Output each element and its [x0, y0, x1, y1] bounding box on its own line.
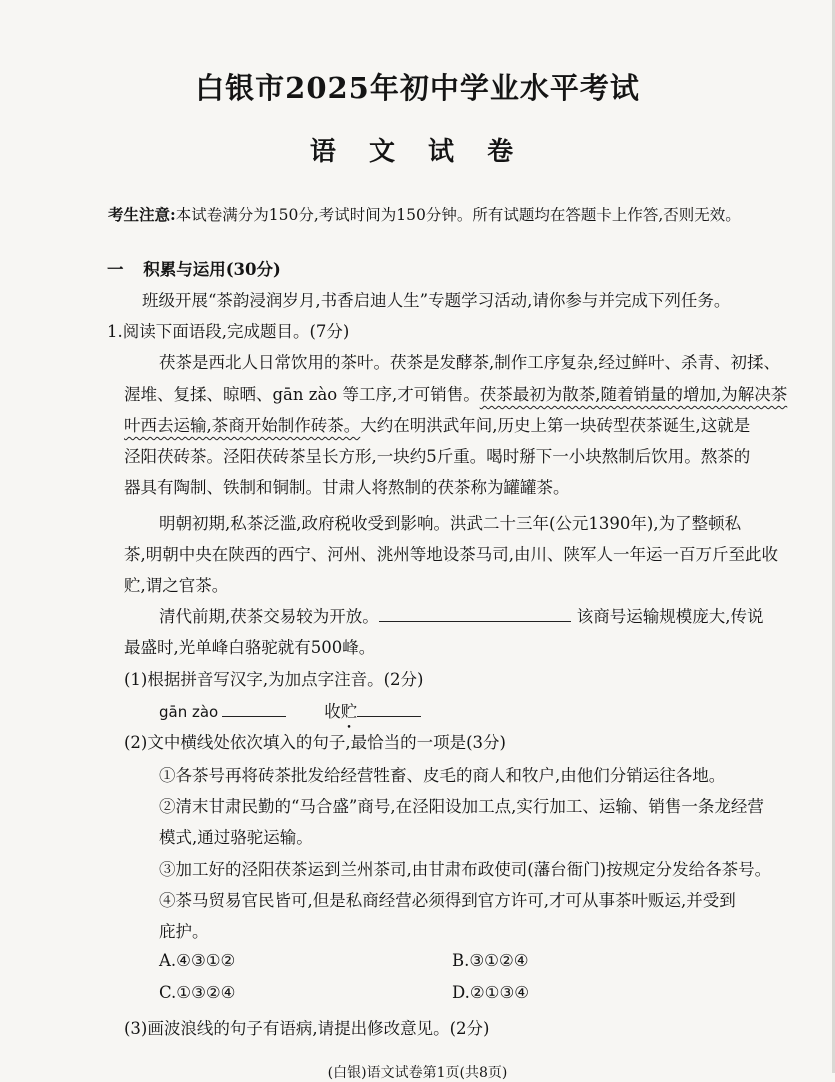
option-b[interactable]: B.③①②④: [452, 951, 529, 970]
option-a[interactable]: A.④③①②: [159, 951, 236, 970]
passage-p1-line3: [124, 412, 750, 436]
notice-label: 考生注意:: [108, 205, 176, 224]
pinyin-text: gān zào: [159, 703, 219, 721]
dotted-char: 贮: [340, 702, 358, 721]
option-d[interactable]: D.②①③④: [452, 983, 530, 1002]
subquestion-1-stem: (1)根据拼音写汉字,为加点字注音。(2分): [124, 670, 424, 689]
section-heading: 一 积累与运用(30分): [107, 260, 281, 279]
passage-text: 清代前期,茯茶交易较为开放。: [159, 607, 379, 626]
sentence-4: ④茶马贸易官民皆可,但是私商经营必须得到官方许可,才可从事茶叶贩运,并受到: [159, 891, 736, 910]
passage-p1-line4: 泾阳茯砖茶。泾阳茯砖茶呈长方形,一块约5斤重。喝时掰下一小块熬制后饮用。熬茶的: [124, 447, 751, 466]
passage-p1-line1: 茯茶是西北人日常饮用的茶叶。茯茶是发酵茶,制作工序复杂,经过鲜叶、杀青、初揉、: [159, 353, 780, 372]
sentence-1: ①各茶号再将砖茶批发给经营牲畜、皮毛的商人和牧户,由他们分销运往各地。: [159, 766, 726, 785]
paper-title: 语 文 试 卷: [309, 137, 526, 167]
sentence-4-cont: 庇护。: [159, 922, 209, 941]
exam-title: 白银市2025年初中学业水平考试: [195, 71, 640, 105]
notice-text: 本试卷满分为150分,考试时间为150分钟。所有试题均在答题卡上作答,否则无效。: [175, 206, 741, 224]
question-1-stem: 1.阅读下面语段,完成题目。(7分): [107, 322, 350, 341]
subquestion-3-stem: (3)画波浪线的句子有语病,请提出修改意见。(2分): [124, 1019, 490, 1038]
passage-p3-line1: [159, 603, 764, 627]
passage-p1-line2: [124, 381, 787, 405]
passage-p2-line1: 明朝初期,私茶泛滥,政府税收受到影响。洪武二十三年(公元1390年),为了整顿私: [159, 514, 742, 533]
passage-text: 大约在明洪武年间,历史上第一块砖型茯茶诞生,这就是: [360, 416, 751, 435]
subquestion-1-items: [159, 698, 421, 722]
answer-blank[interactable]: [222, 698, 286, 717]
passage-p3-line2: 最盛时,光单峰白骆驼就有500峰。: [124, 638, 376, 657]
page-footer: (白银)语文试卷第1页(共8页): [327, 1065, 508, 1081]
wavy-underlined-sentence-end: 叶西去运输,茶商开始制作砖茶。: [124, 416, 361, 435]
sentence-2: ②清末甘肃民勤的“马合盛”商号,在泾阳设加工点,实行加工、运输、销售一条龙经营: [159, 797, 764, 816]
passage-p2-line3: 贮,谓之官茶。: [124, 576, 229, 595]
passage-p1-line5: 器具有陶制、铁制和铜制。甘肃人将熬制的茯茶称为罐罐茶。: [124, 478, 570, 497]
candidate-notice: [108, 203, 741, 225]
fill-blank-line[interactable]: [379, 603, 571, 622]
section-intro: 班级开展“茶韵浸润岁月,书香启迪人生”专题学习活动,请你参与并完成下列任务。: [142, 291, 731, 310]
passage-text: 渥堆、复揉、晾晒、gān zào 等工序,才可销售。: [124, 385, 480, 404]
answer-blank[interactable]: [357, 698, 421, 717]
sentence-2-cont: 模式,通过骆驼运输。: [159, 828, 313, 847]
word-char: 收: [324, 702, 341, 721]
wavy-underlined-sentence: 茯茶最初为散茶,随着销量的增加,为解决茶: [479, 385, 788, 404]
passage-text: 该商号运输规模庞大,传说: [576, 607, 764, 626]
subquestion-2-stem: (2)文中横线处依次填入的句子,最恰当的一项是(3分): [124, 733, 506, 752]
option-c[interactable]: C.①③②④: [159, 983, 236, 1002]
passage-p2-line2: 茶,明朝中央在陕西的西宁、河州、洮州等地设茶马司,由川、陕军人一年运一百万斤至此收: [124, 545, 778, 564]
sentence-3: ③加工好的泾阳茯茶运到兰州茶司,由甘肃布政使司(藩台衙门)按规定分发给各茶号。: [159, 860, 772, 879]
